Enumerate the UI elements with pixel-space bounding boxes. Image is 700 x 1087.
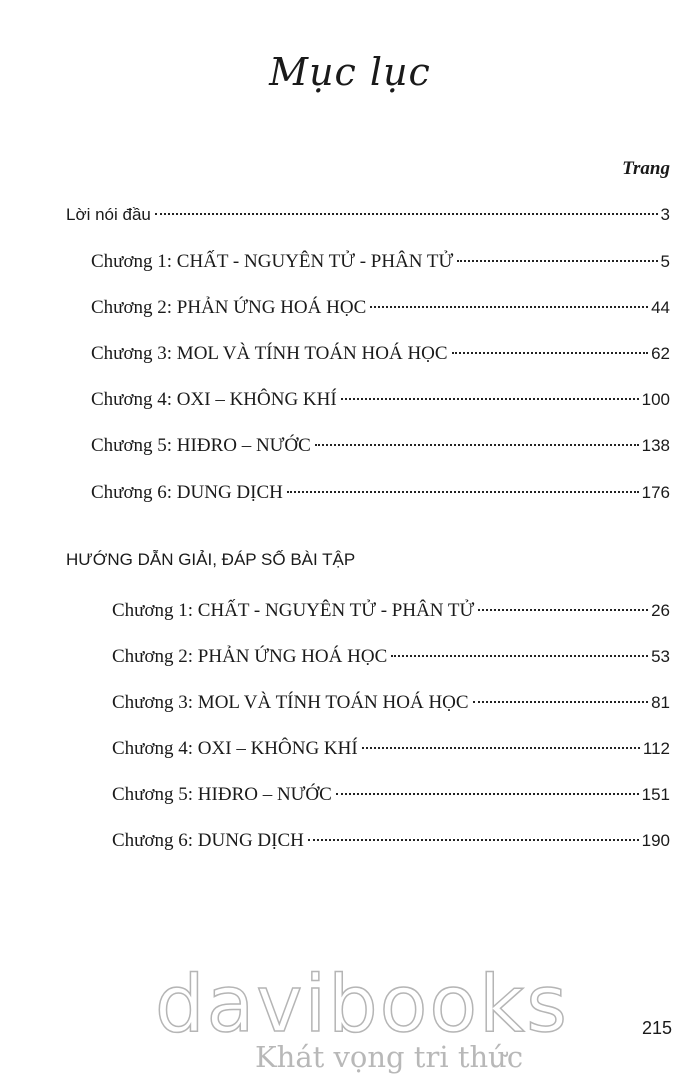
toc-entry: [112, 643, 670, 671]
toc-entry-label: Chương 6: DUNG DỊCH: [112, 830, 304, 851]
toc-entry: [91, 248, 670, 276]
toc-entry: [112, 597, 670, 625]
toc-entry-page: 138: [641, 436, 670, 455]
toc-entry-page: 100: [641, 390, 670, 409]
toc-entry: [91, 386, 670, 414]
page-title: Mục lục: [269, 50, 431, 94]
toc-entry: [112, 735, 670, 763]
toc-entry-page: 44: [651, 298, 670, 317]
toc-entry: [91, 294, 670, 322]
toc-entry: [91, 432, 670, 460]
toc-entry: [112, 689, 670, 717]
toc-entry-label: Chương 1: CHẤT - NGUYÊN TỬ - PHÂN TỬ: [91, 251, 454, 272]
leader-dots: [478, 609, 648, 611]
leader-dots: [287, 491, 639, 493]
toc-entry-label: Chương 5: HIĐRO – NƯỚC: [91, 435, 311, 456]
toc-entry: [112, 781, 670, 809]
toc-entry: [91, 479, 670, 507]
leader-dots: [370, 306, 648, 308]
toc-entry-page: 81: [651, 693, 670, 712]
leader-dots: [452, 352, 649, 354]
toc-entry-page: 53: [651, 647, 670, 666]
leader-dots: [362, 747, 640, 749]
toc-entry-label: Chương 5: HIĐRO – NƯỚC: [112, 784, 332, 805]
leader-dots: [457, 260, 657, 262]
leader-dots: [155, 213, 658, 215]
leader-dots: [315, 444, 639, 446]
toc-entry: [112, 827, 670, 855]
leader-dots: [391, 655, 648, 657]
toc-entry-label: Chương 3: MOL VÀ TÍNH TOÁN HOÁ HỌC: [91, 343, 448, 364]
toc-entry-label: Chương 2: PHẢN ỨNG HOÁ HỌC: [91, 297, 367, 318]
leader-dots: [308, 839, 639, 841]
toc-entry-label: Lời nói đầu: [66, 205, 151, 224]
toc-entry-page: 176: [641, 483, 670, 502]
watermark-brand: davibooks: [155, 960, 569, 1050]
leader-dots: [341, 398, 639, 400]
toc-entry-page: 190: [641, 831, 670, 850]
toc-entry-label: Chương 4: OXI – KHÔNG KHÍ: [112, 738, 358, 759]
toc-entry: [91, 340, 670, 368]
toc-entry-label: Chương 6: DUNG DỊCH: [91, 482, 283, 503]
toc-entry-page: 26: [651, 601, 670, 620]
toc-entry-page: 5: [660, 252, 670, 271]
toc-entry-label: Chương 1: CHẤT - NGUYÊN TỬ - PHÂN TỬ: [112, 600, 475, 621]
toc-entry-preface: [66, 201, 670, 229]
toc-entry-page: 62: [651, 344, 670, 363]
toc-entry-page: 151: [641, 785, 670, 804]
page-number: 215: [641, 1018, 672, 1038]
page-column-label: Trang: [622, 158, 670, 179]
section-heading: HƯỚNG DẪN GIẢI, ĐÁP SỐ BÀI TẬP: [66, 550, 356, 569]
toc-entry-page: 112: [642, 739, 670, 758]
toc-entry-page: 3: [660, 205, 670, 224]
toc-entry-label: Chương 2: PHẢN ỨNG HOÁ HỌC: [112, 646, 388, 667]
leader-dots: [336, 793, 639, 795]
toc-entry-label: Chương 4: OXI – KHÔNG KHÍ: [91, 389, 337, 410]
toc-entry-label: Chương 3: MOL VÀ TÍNH TOÁN HOÁ HỌC: [112, 692, 469, 713]
leader-dots: [473, 701, 649, 703]
watermark-tagline: Khát vọng tri thức: [255, 1040, 524, 1074]
